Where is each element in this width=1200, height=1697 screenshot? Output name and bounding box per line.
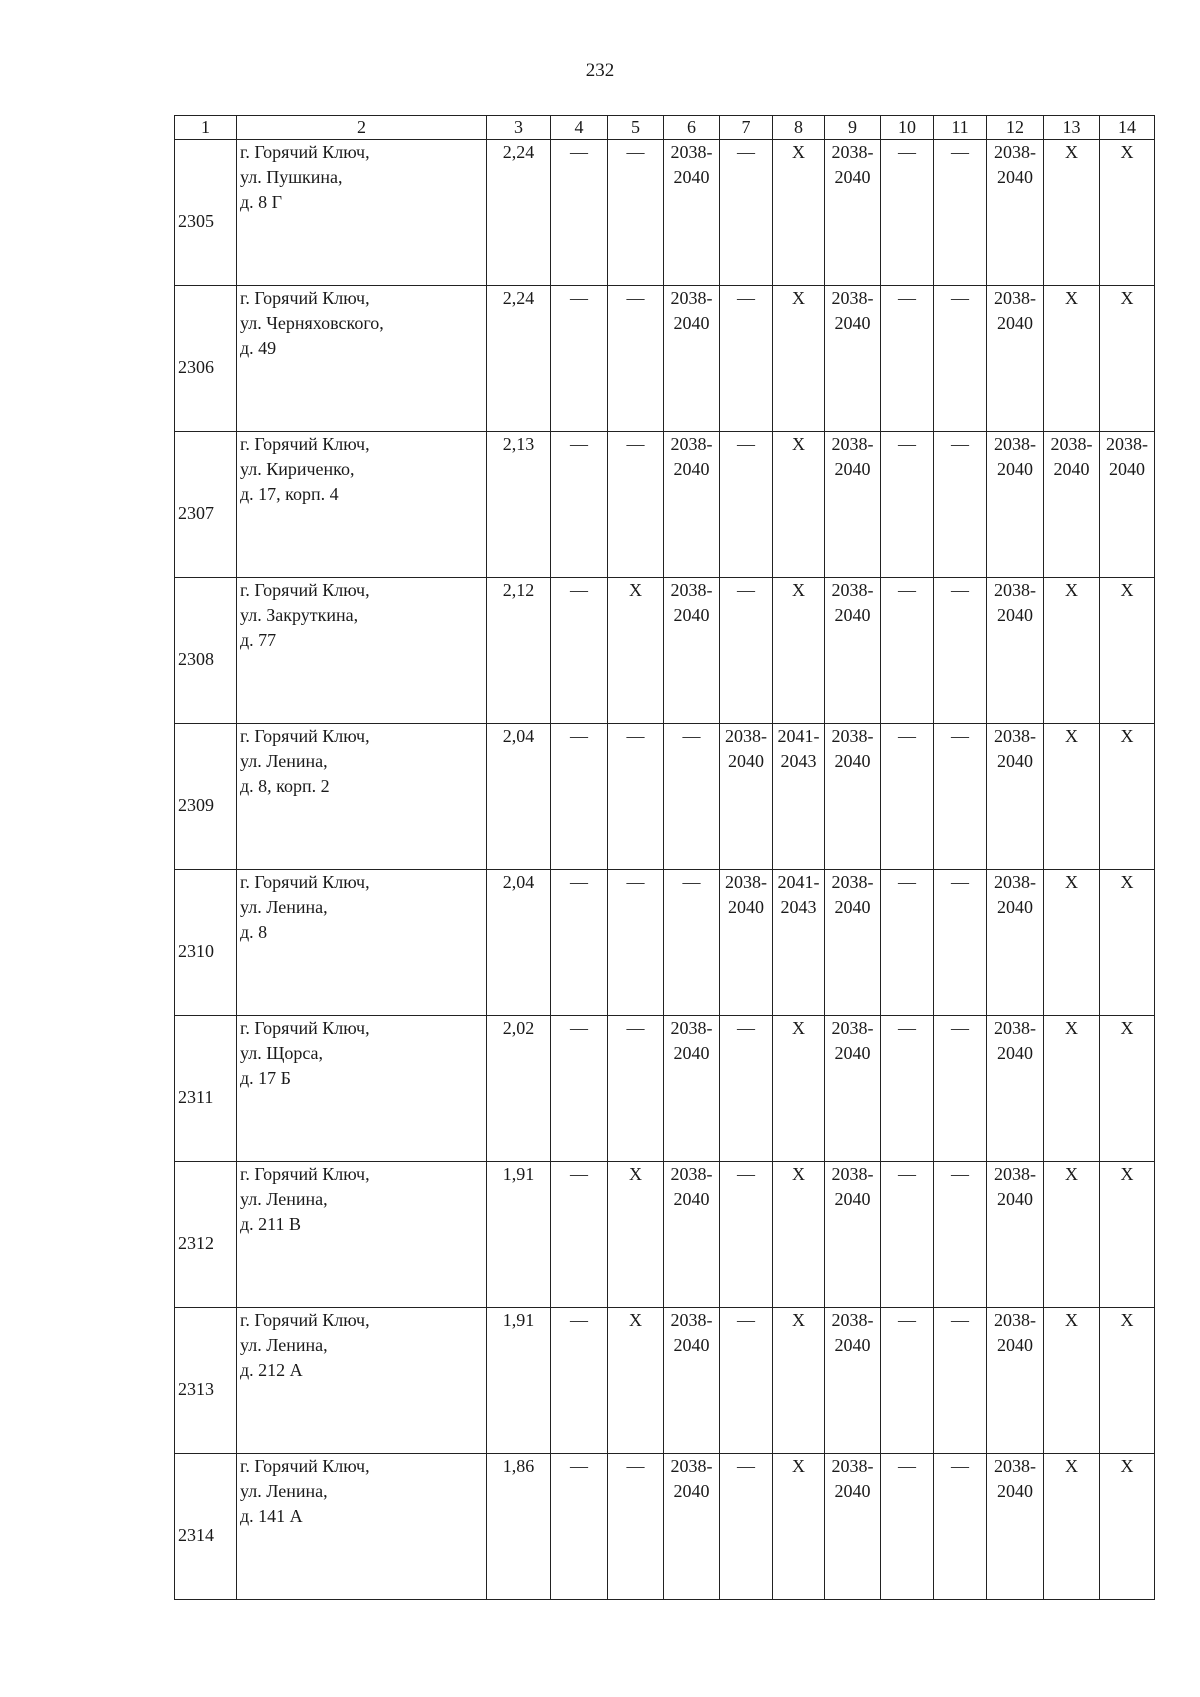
value-cell-col-14: X <box>1100 724 1155 870</box>
table-row <box>175 1308 1155 1454</box>
value-cell-col-10: — <box>881 724 934 870</box>
row-number-cell <box>175 1308 237 1454</box>
address-line: ул. Кириченко, <box>240 459 355 479</box>
value-cell-col-6: 2038-2040 <box>664 140 720 286</box>
address-line: д. 17, корп. 4 <box>240 484 339 504</box>
row-number-cell <box>175 1016 237 1162</box>
address-cell <box>237 286 487 432</box>
table-row <box>175 1016 1155 1162</box>
value-cell-col-13: 2038-2040 <box>1044 432 1100 578</box>
address-line: д. 49 <box>240 338 277 358</box>
row-number-cell <box>175 140 237 286</box>
value-cell-col-12: 2038-2040 <box>987 1454 1044 1600</box>
address-line: ул. Черняховского, <box>240 313 384 333</box>
address-line: ул. Ленина, <box>240 897 328 917</box>
value-cell-col-6: 2038-2040 <box>664 1162 720 1308</box>
value-cell-col-3: 2,02 <box>487 1016 551 1162</box>
value-cell-col-5: X <box>608 1162 664 1308</box>
address-cell <box>237 432 487 578</box>
value-cell-col-7: — <box>720 286 773 432</box>
value-cell-col-3: 2,24 <box>487 140 551 286</box>
column-header-3: 3 <box>487 116 551 140</box>
value-cell-col-7: — <box>720 1016 773 1162</box>
register-table <box>174 115 1155 1600</box>
row-number-cell <box>175 1454 237 1600</box>
value-cell-col-12: 2038-2040 <box>987 1162 1044 1308</box>
value-cell-col-13: X <box>1044 724 1100 870</box>
value-cell-col-13: X <box>1044 870 1100 1016</box>
value-cell-col-9: 2038-2040 <box>825 1454 881 1600</box>
column-header-6: 6 <box>664 116 720 140</box>
value-cell-col-11: — <box>934 432 987 578</box>
value-cell-col-11: — <box>934 1308 987 1454</box>
column-header-1: 1 <box>175 116 237 140</box>
value-cell-col-3: 1,86 <box>487 1454 551 1600</box>
row-number-cell <box>175 432 237 578</box>
table-row <box>175 140 1155 286</box>
value-cell-col-8: X <box>773 1454 825 1600</box>
row-number: 2310 <box>178 941 214 961</box>
value-cell-col-8: 2041-2043 <box>773 724 825 870</box>
value-cell-col-14: X <box>1100 1454 1155 1600</box>
column-header-7: 7 <box>720 116 773 140</box>
value-cell-col-12: 2038-2040 <box>987 1016 1044 1162</box>
value-cell-col-5: — <box>608 1016 664 1162</box>
value-cell-col-14: X <box>1100 1162 1155 1308</box>
value-cell-col-14: X <box>1100 1308 1155 1454</box>
address-line: ул. Ленина, <box>240 751 328 771</box>
value-cell-col-5: — <box>608 870 664 1016</box>
value-cell-col-14: X <box>1100 870 1155 1016</box>
value-cell-col-4: — <box>551 578 608 724</box>
column-header-13: 13 <box>1044 116 1100 140</box>
value-cell-col-9: 2038-2040 <box>825 578 881 724</box>
value-cell-col-6: 2038-2040 <box>664 286 720 432</box>
value-cell-col-13: X <box>1044 286 1100 432</box>
value-cell-col-10: — <box>881 1454 934 1600</box>
column-header-11: 11 <box>934 116 987 140</box>
value-cell-col-12: 2038-2040 <box>987 1308 1044 1454</box>
value-cell-col-8: X <box>773 1308 825 1454</box>
address-cell <box>237 870 487 1016</box>
value-cell-col-10: — <box>881 432 934 578</box>
value-cell-col-10: — <box>881 870 934 1016</box>
row-number-cell <box>175 578 237 724</box>
value-cell-col-5: — <box>608 286 664 432</box>
row-number: 2309 <box>178 795 214 815</box>
value-cell-col-13: X <box>1044 1016 1100 1162</box>
value-cell-col-7: — <box>720 1162 773 1308</box>
value-cell-col-12: 2038-2040 <box>987 724 1044 870</box>
value-cell-col-4: — <box>551 140 608 286</box>
column-header-14: 14 <box>1100 116 1155 140</box>
value-cell-col-6: 2038-2040 <box>664 1308 720 1454</box>
address-line: г. Горячий Ключ, <box>240 1310 370 1330</box>
row-number: 2313 <box>178 1379 214 1399</box>
value-cell-col-5: — <box>608 432 664 578</box>
value-cell-col-4: — <box>551 432 608 578</box>
value-cell-col-12: 2038-2040 <box>987 432 1044 578</box>
value-cell-col-12: 2038-2040 <box>987 870 1044 1016</box>
table-row <box>175 1162 1155 1308</box>
value-cell-col-8: X <box>773 286 825 432</box>
address-line: г. Горячий Ключ, <box>240 726 370 746</box>
value-cell-col-8: X <box>773 1016 825 1162</box>
address-cell <box>237 724 487 870</box>
value-cell-col-11: — <box>934 1454 987 1600</box>
row-number-cell <box>175 870 237 1016</box>
address-line: д. 8, корп. 2 <box>240 776 330 796</box>
address-line: д. 8 <box>240 922 268 942</box>
value-cell-col-12: 2038-2040 <box>987 578 1044 724</box>
address-line: г. Горячий Ключ, <box>240 872 370 892</box>
value-cell-col-9: 2038-2040 <box>825 432 881 578</box>
column-header-8: 8 <box>773 116 825 140</box>
value-cell-col-9: 2038-2040 <box>825 1162 881 1308</box>
address-line: д. 77 <box>240 630 277 650</box>
column-header-2: 2 <box>237 116 487 140</box>
value-cell-col-13: X <box>1044 140 1100 286</box>
value-cell-col-9: 2038-2040 <box>825 1308 881 1454</box>
value-cell-col-7: — <box>720 140 773 286</box>
value-cell-col-11: — <box>934 724 987 870</box>
value-cell-col-10: — <box>881 286 934 432</box>
page-number: 232 <box>585 60 615 81</box>
row-number: 2314 <box>178 1525 214 1545</box>
address-line: ул. Ленина, <box>240 1189 328 1209</box>
value-cell-col-4: — <box>551 870 608 1016</box>
value-cell-col-10: — <box>881 1308 934 1454</box>
address-cell <box>237 578 487 724</box>
column-header-5: 5 <box>608 116 664 140</box>
table-row <box>175 286 1155 432</box>
row-number-cell <box>175 724 237 870</box>
value-cell-col-7: — <box>720 1308 773 1454</box>
row-number-cell <box>175 286 237 432</box>
value-cell-col-8: 2041-2043 <box>773 870 825 1016</box>
value-cell-col-11: — <box>934 870 987 1016</box>
value-cell-col-5: — <box>608 724 664 870</box>
value-cell-col-3: 1,91 <box>487 1308 551 1454</box>
address-line: г. Горячий Ключ, <box>240 434 370 454</box>
address-line: д. 8 Г <box>240 192 283 212</box>
value-cell-col-9: 2038-2040 <box>825 724 881 870</box>
address-cell <box>237 140 487 286</box>
table-row <box>175 870 1155 1016</box>
value-cell-col-6: 2038-2040 <box>664 578 720 724</box>
value-cell-col-8: X <box>773 578 825 724</box>
value-cell-col-12: 2038-2040 <box>987 140 1044 286</box>
value-cell-col-12: 2038-2040 <box>987 286 1044 432</box>
value-cell-col-8: X <box>773 1162 825 1308</box>
value-cell-col-6: 2038-2040 <box>664 1016 720 1162</box>
value-cell-col-7: 2038-2040 <box>720 724 773 870</box>
value-cell-col-11: — <box>934 1162 987 1308</box>
row-number-cell <box>175 1162 237 1308</box>
value-cell-col-3: 2,24 <box>487 286 551 432</box>
table-row <box>175 432 1155 578</box>
value-cell-col-14: X <box>1100 578 1155 724</box>
value-cell-col-9: 2038-2040 <box>825 140 881 286</box>
value-cell-col-14: X <box>1100 1016 1155 1162</box>
value-cell-col-14: 2038-2040 <box>1100 432 1155 578</box>
value-cell-col-6: — <box>664 724 720 870</box>
value-cell-col-10: — <box>881 1016 934 1162</box>
address-line: ул. Закруткина, <box>240 605 359 625</box>
value-cell-col-14: X <box>1100 286 1155 432</box>
value-cell-col-3: 2,12 <box>487 578 551 724</box>
value-cell-col-6: — <box>664 870 720 1016</box>
value-cell-col-3: 2,04 <box>487 724 551 870</box>
value-cell-col-4: — <box>551 286 608 432</box>
column-header-4: 4 <box>551 116 608 140</box>
value-cell-col-7: — <box>720 1454 773 1600</box>
value-cell-col-5: X <box>608 1308 664 1454</box>
address-line: д. 141 А <box>240 1506 303 1526</box>
column-header-10: 10 <box>881 116 934 140</box>
value-cell-col-6: 2038-2040 <box>664 432 720 578</box>
value-cell-col-8: X <box>773 140 825 286</box>
value-cell-col-3: 1,91 <box>487 1162 551 1308</box>
address-line: г. Горячий Ключ, <box>240 288 370 308</box>
row-number: 2312 <box>178 1233 214 1253</box>
value-cell-col-4: — <box>551 1454 608 1600</box>
value-cell-col-11: — <box>934 286 987 432</box>
column-header-9: 9 <box>825 116 881 140</box>
address-line: д. 17 Б <box>240 1068 291 1088</box>
address-line: ул. Пушкина, <box>240 167 343 187</box>
value-cell-col-9: 2038-2040 <box>825 870 881 1016</box>
address-line: ул. Ленина, <box>240 1481 328 1501</box>
value-cell-col-14: X <box>1100 140 1155 286</box>
address-cell <box>237 1162 487 1308</box>
address-line: г. Горячий Ключ, <box>240 1018 370 1038</box>
value-cell-col-6: 2038-2040 <box>664 1454 720 1600</box>
row-number: 2307 <box>178 503 214 523</box>
value-cell-col-4: — <box>551 1162 608 1308</box>
value-cell-col-10: — <box>881 140 934 286</box>
value-cell-col-11: — <box>934 140 987 286</box>
value-cell-col-4: — <box>551 1016 608 1162</box>
row-number: 2306 <box>178 357 214 377</box>
value-cell-col-5: — <box>608 1454 664 1600</box>
table-row <box>175 724 1155 870</box>
header-row <box>175 116 1155 140</box>
value-cell-col-13: X <box>1044 1308 1100 1454</box>
value-cell-col-9: 2038-2040 <box>825 286 881 432</box>
address-line: д. 212 А <box>240 1360 303 1380</box>
address-line: ул. Ленина, <box>240 1335 328 1355</box>
value-cell-col-5: X <box>608 578 664 724</box>
address-cell <box>237 1308 487 1454</box>
address-line: г. Горячий Ключ, <box>240 580 370 600</box>
column-header-12: 12 <box>987 116 1044 140</box>
row-number: 2305 <box>178 211 214 231</box>
value-cell-col-8: X <box>773 432 825 578</box>
address-line: ул. Щорса, <box>240 1043 324 1063</box>
address-line: д. 211 В <box>240 1214 301 1234</box>
value-cell-col-4: — <box>551 724 608 870</box>
value-cell-col-10: — <box>881 1162 934 1308</box>
value-cell-col-7: — <box>720 432 773 578</box>
address-line: г. Горячий Ключ, <box>240 1164 370 1184</box>
value-cell-col-13: X <box>1044 1162 1100 1308</box>
value-cell-col-7: 2038-2040 <box>720 870 773 1016</box>
value-cell-col-10: — <box>881 578 934 724</box>
table-row <box>175 1454 1155 1600</box>
table-row <box>175 578 1155 724</box>
address-line: г. Горячий Ключ, <box>240 142 370 162</box>
address-cell <box>237 1016 487 1162</box>
row-number: 2311 <box>178 1087 214 1107</box>
value-cell-col-13: X <box>1044 578 1100 724</box>
value-cell-col-11: — <box>934 578 987 724</box>
value-cell-col-3: 2,04 <box>487 870 551 1016</box>
value-cell-col-11: — <box>934 1016 987 1162</box>
address-line: г. Горячий Ключ, <box>240 1456 370 1476</box>
address-cell <box>237 1454 487 1600</box>
value-cell-col-7: — <box>720 578 773 724</box>
value-cell-col-5: — <box>608 140 664 286</box>
row-number: 2308 <box>178 649 214 669</box>
value-cell-col-4: — <box>551 1308 608 1454</box>
value-cell-col-13: X <box>1044 1454 1100 1600</box>
value-cell-col-3: 2,13 <box>487 432 551 578</box>
value-cell-col-9: 2038-2040 <box>825 1016 881 1162</box>
